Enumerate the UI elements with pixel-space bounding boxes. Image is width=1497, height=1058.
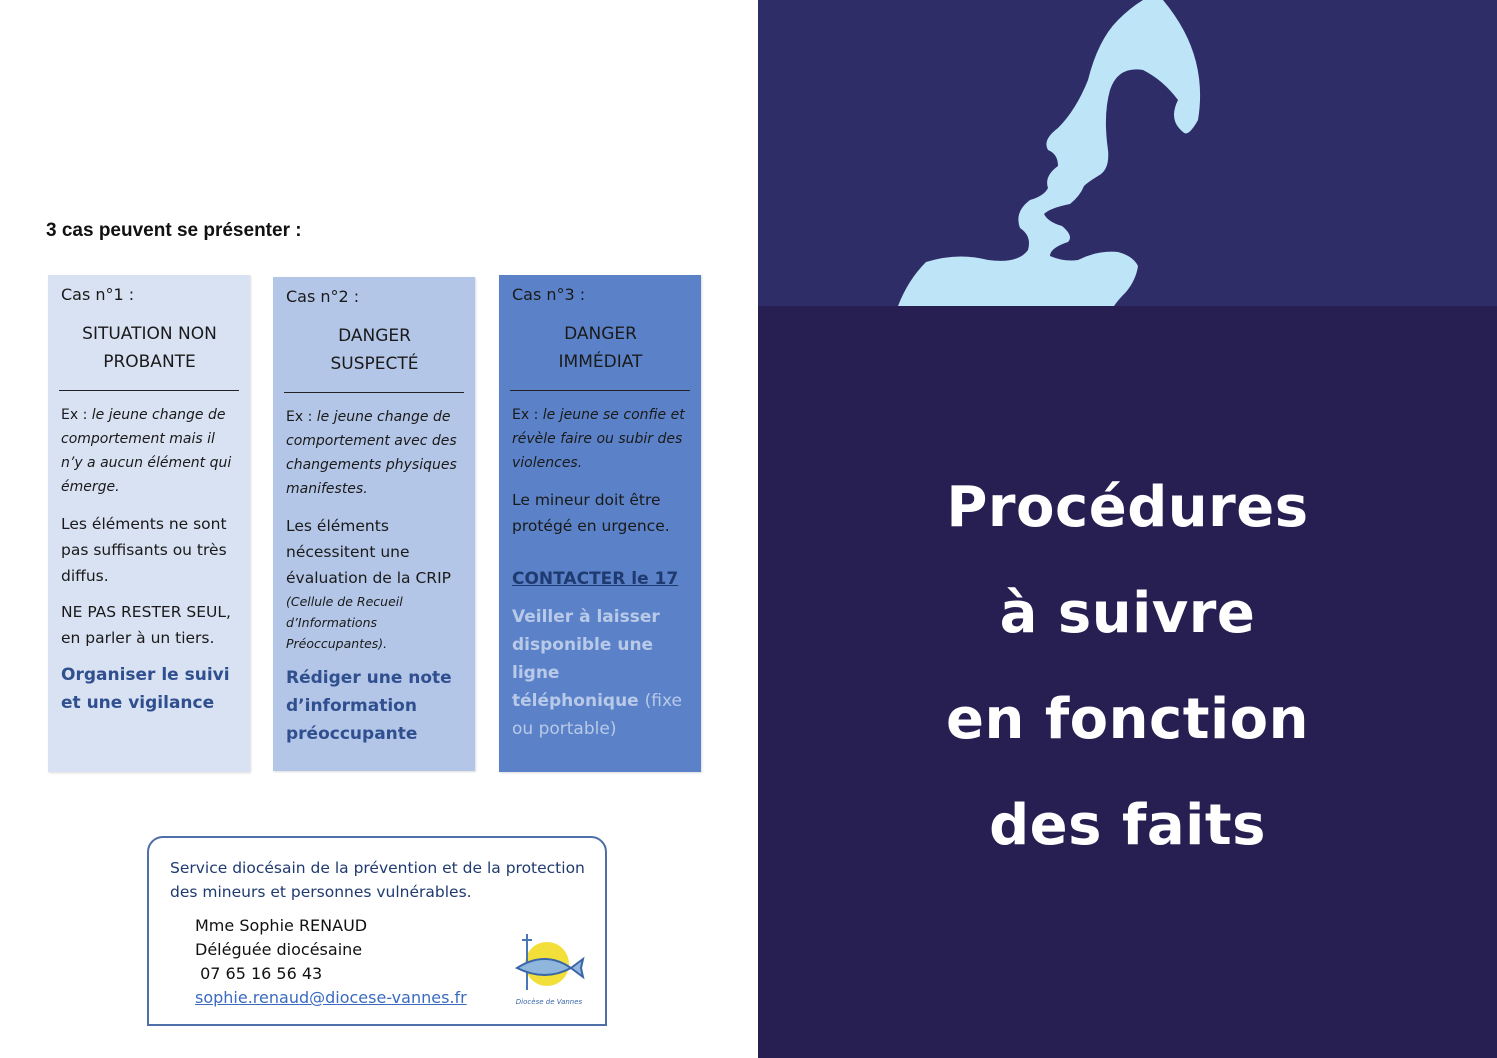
example-prefix: Ex : (61, 407, 92, 423)
case-card-3 (499, 275, 701, 772)
case-number: Cas n°2 : (286, 287, 360, 306)
case-number: Cas n°3 : (512, 285, 586, 304)
divider (510, 390, 690, 391)
case-example (61, 403, 238, 499)
case-title (286, 322, 463, 378)
case-paragraph-1: Les éléments ne sont pas suffisants ou très diffus. (61, 515, 227, 585)
contact-name: Mme Sophie RENAUD (195, 916, 368, 935)
contact-role: Déléguée diocésaine (195, 940, 363, 959)
example-text: le jeune change de comportement avec des changements physiques manifestes. (286, 409, 457, 497)
diocese-logo (509, 928, 589, 1008)
case-paragraph-1: Les éléments nécessitent une évaluation de la CRIP (286, 517, 451, 587)
service-name: Service diocésain de la prévention et de la protection des mineurs et personnes vulnérables. (170, 859, 585, 901)
contact-person (195, 914, 467, 1010)
example-prefix: Ex : (286, 409, 317, 425)
case-card-2 (273, 277, 475, 771)
example-prefix: Ex : (512, 407, 543, 423)
cover-title-line2: à suivre (999, 581, 1256, 646)
divider (284, 392, 464, 393)
case-number: Cas n°1 : (61, 285, 135, 304)
case-paragraph-2: NE PAS RESTER SEUL, en parler à un tiers. (61, 603, 231, 647)
case-paragraph-1: Le mineur doit être protégé en urgence. (512, 491, 670, 535)
example-text: le jeune se confie et révèle faire ou subir des violences. (512, 407, 685, 471)
example-text: le jeune change de comportement mais il n’y a aucun élément qui émerge. (61, 407, 232, 495)
case-title (61, 320, 238, 376)
advice-paren: (fixe ou portable) (512, 691, 682, 739)
case-action: Organiser le suivi et une vigilance (61, 665, 230, 713)
cover-panel (758, 0, 1497, 1058)
divider (59, 390, 239, 391)
case-example (286, 405, 463, 501)
case-example (512, 403, 689, 475)
contact-email-link[interactable]: sophie.renaud@diocese-vannes.fr (195, 988, 467, 1007)
case-title-line1: SITUATION NON (82, 324, 217, 344)
cover-title-line3: en fonction (945, 687, 1310, 752)
cover-image (758, 0, 1497, 306)
case-title-line2: SUSPECTÉ (330, 354, 419, 374)
case-title-line1: DANGER (338, 326, 411, 346)
case-action: Rédiger une note d’information préoccupante (286, 668, 452, 744)
case-card-1 (48, 275, 250, 772)
logo-caption: Diocèse de Vannes (515, 998, 583, 1006)
case-title-line1: DANGER (564, 324, 637, 344)
advice-text: Veiller à laisser disponible une ligne téléphonique (512, 607, 660, 711)
case-note: (Cellule de Recueil d’Informations Préoccupantes). (286, 594, 403, 651)
case-title-line2: PROBANTE (103, 352, 196, 372)
intro-text: 3 cas peuvent se présenter : (46, 220, 302, 241)
contact-17-link[interactable]: CONTACTER le 17 (512, 569, 679, 589)
case-title-line2: IMMÉDIAT (558, 352, 643, 372)
cover-title-line1: Procédures (946, 475, 1309, 540)
contact-phone: 07 65 16 56 43 (195, 964, 323, 983)
case-title (512, 320, 689, 376)
cover-title-line4: des faits (989, 793, 1266, 858)
contact-box (147, 836, 607, 1026)
case-advice (512, 603, 689, 743)
